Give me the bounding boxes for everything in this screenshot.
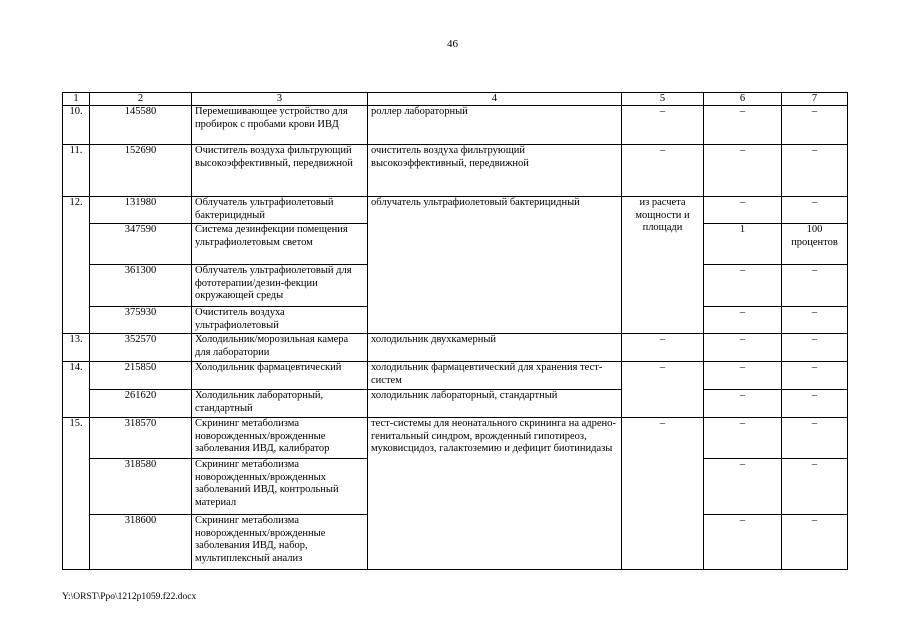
item-description: холодильник лабораторный, стандартный bbox=[368, 390, 622, 418]
item-name: Скрининг метаболизма новорожденных/врожденные заболевания ИВД, набор, мультиплексный анализ bbox=[192, 515, 368, 570]
table-row bbox=[63, 106, 848, 145]
item-name: Холодильник фармацевтический bbox=[192, 362, 368, 390]
item-code: 347590 bbox=[90, 224, 192, 265]
item-code: 318600 bbox=[90, 515, 192, 570]
item-name: Скрининг метаболизма новорожденных/врожденные заболевания ИВД, калибратор bbox=[192, 418, 368, 459]
page-number: 46 bbox=[447, 38, 458, 50]
footer-file-path: Y:\ORST\Ppo\1212p1059.f22.docx bbox=[62, 592, 197, 602]
item-code: 375930 bbox=[90, 307, 192, 334]
item-description: роллер лабораторный bbox=[368, 106, 622, 145]
column-7-value: – bbox=[782, 390, 848, 418]
item-name: Перемешивающее устройство для пробирок с пробами крови ИВД bbox=[192, 106, 368, 145]
column-6-value: – bbox=[704, 515, 782, 570]
item-name: Облучатель ультрафиолетовый для фототерапии/дезин-фекции окружающей среды bbox=[192, 265, 368, 307]
row-number: 11. bbox=[63, 145, 90, 197]
column-6-value: 1 bbox=[704, 224, 782, 265]
header-cell: 3 bbox=[192, 93, 368, 106]
table-row bbox=[63, 418, 848, 459]
column-5-value: – bbox=[622, 106, 704, 145]
table-row bbox=[63, 390, 848, 418]
column-6-value: – bbox=[704, 418, 782, 459]
item-description: облучатель ультрафиолетовый бактерицидный bbox=[368, 197, 622, 334]
item-name: Очиститель воздуха фильтрующий высокоэффективный, передвижной bbox=[192, 145, 368, 197]
column-7-value: – bbox=[782, 197, 848, 224]
item-code: 361300 bbox=[90, 265, 192, 307]
table-row bbox=[63, 145, 848, 197]
column-7-value: – bbox=[782, 418, 848, 459]
item-description: тест-системы для неонатального скрининга на адрено-генитальный синдром, врожденный гипотиреоз, муковисцидоз, галактоземию и дефицит биотинидазы bbox=[368, 418, 622, 570]
header-cell: 5 bbox=[622, 93, 704, 106]
column-5-value: – bbox=[622, 418, 704, 570]
column-6-value: – bbox=[704, 106, 782, 145]
item-name: Скрининг метаболизма новорожденных/врожденных заболеваний ИВД, контрольный материал bbox=[192, 459, 368, 515]
header-cell: 1 bbox=[63, 93, 90, 106]
column-7-value: – bbox=[782, 106, 848, 145]
row-number: 10. bbox=[63, 106, 90, 145]
item-code: 131980 bbox=[90, 197, 192, 224]
table-row bbox=[63, 362, 848, 390]
column-5-value: из расчета мощности и площади bbox=[622, 197, 704, 334]
column-7-value: – bbox=[782, 265, 848, 307]
item-name: Холодильник лабораторный, стандартный bbox=[192, 390, 368, 418]
item-code: 152690 bbox=[90, 145, 192, 197]
column-6-value: – bbox=[704, 390, 782, 418]
item-name: Очиститель воздуха ультрафиолетовый bbox=[192, 307, 368, 334]
item-name: Облучатель ультрафиолетовый бактерицидный bbox=[192, 197, 368, 224]
column-6-value: – bbox=[704, 362, 782, 390]
row-number: 12. bbox=[63, 197, 90, 334]
column-5-value: – bbox=[622, 362, 704, 418]
header-cell: 6 bbox=[704, 93, 782, 106]
column-7-value: – bbox=[782, 145, 848, 197]
column-5-value: – bbox=[622, 334, 704, 362]
column-6-value: – bbox=[704, 307, 782, 334]
column-6-value: – bbox=[704, 197, 782, 224]
column-7-value: – bbox=[782, 362, 848, 390]
column-6-value: – bbox=[704, 459, 782, 515]
column-7-value: – bbox=[782, 515, 848, 570]
item-code: 318580 bbox=[90, 459, 192, 515]
item-code: 261620 bbox=[90, 390, 192, 418]
column-6-value: – bbox=[704, 265, 782, 307]
item-name: Холодильник/морозильная камера для лаборатории bbox=[192, 334, 368, 362]
equipment-table bbox=[62, 92, 848, 570]
table-header-row bbox=[63, 93, 848, 106]
column-6-value: – bbox=[704, 334, 782, 362]
column-7-value: – bbox=[782, 334, 848, 362]
row-number: 14. bbox=[63, 362, 90, 418]
header-cell: 2 bbox=[90, 93, 192, 106]
item-description: очиститель воздуха фильтрующий высокоэффективный, передвижной bbox=[368, 145, 622, 197]
item-name: Система дезинфекции помещения ультрафиолетовым светом bbox=[192, 224, 368, 265]
item-code: 145580 bbox=[90, 106, 192, 145]
header-cell: 4 bbox=[368, 93, 622, 106]
item-description: холодильник двухкамерный bbox=[368, 334, 622, 362]
table-row bbox=[63, 334, 848, 362]
column-5-value: – bbox=[622, 145, 704, 197]
item-code: 318570 bbox=[90, 418, 192, 459]
header-cell: 7 bbox=[782, 93, 848, 106]
table-row bbox=[63, 197, 848, 224]
item-description: холодильник фармацевтический для хранения тест-систем bbox=[368, 362, 622, 390]
row-number: 13. bbox=[63, 334, 90, 362]
item-code: 215850 bbox=[90, 362, 192, 390]
column-7-value: – bbox=[782, 307, 848, 334]
column-7-value: – bbox=[782, 459, 848, 515]
column-6-value: – bbox=[704, 145, 782, 197]
column-7-value: 100 процентов bbox=[782, 224, 848, 265]
row-number: 15. bbox=[63, 418, 90, 570]
item-code: 352570 bbox=[90, 334, 192, 362]
